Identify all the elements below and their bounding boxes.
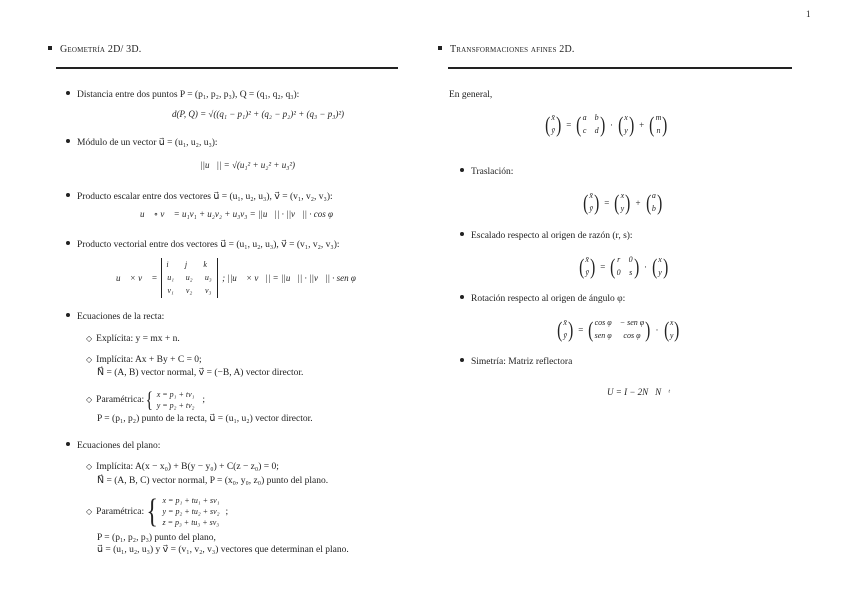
bullet-dot: [66, 139, 70, 143]
module-text: Módulo de un vector u⃗ = (u₁, u₂, u₃):: [77, 138, 218, 148]
line-implicit-text: Implícita: Ax + By + C = 0;: [96, 355, 202, 365]
vector-grid: [563, 317, 567, 342]
cell: s: [629, 268, 633, 277]
dot-product-formula: u⃗ ∘ v⃗ = u₁v₁ + u₂v₂ + u₃v₃ = ||u⃗|| · ||v⃗|| · cos φ: [140, 209, 333, 219]
left-header-text: Geometría 2D/ 3D.: [60, 44, 142, 55]
plane-implicit-text: Implícita: A(x − x₀) + B(y − y₀) + C(z − z₀) = 0;: [96, 462, 279, 472]
paren-left: (: [576, 111, 582, 137]
vector: [663, 317, 681, 342]
vector-grid: [652, 190, 656, 215]
cell: m: [655, 113, 662, 122]
plane-parametric-label: Paramétrica:: [96, 506, 145, 517]
module-item: [66, 137, 218, 149]
diamond-bullet-icon: ◇: [86, 462, 93, 471]
cell: x̄: [589, 191, 593, 200]
system-lines: [157, 389, 195, 411]
right-header: [438, 44, 575, 55]
cell: y: [669, 331, 674, 340]
system-line: x = p₁ + tv₁: [156, 390, 195, 399]
paren-left: (: [579, 253, 585, 279]
bullet-dot: [460, 168, 464, 172]
vector-grid: [551, 112, 555, 137]
line-explicit: [86, 333, 180, 345]
paren-left: (: [583, 189, 589, 215]
system-line: z = p₃ + tu₃ + sv₃: [162, 518, 220, 527]
paren-right: ): [657, 189, 663, 215]
scaling-formula: [578, 254, 669, 279]
system-line: y = p₂ + tu₂ + sv₂: [162, 507, 220, 516]
line-equations-text: Ecuaciones de la recta:: [77, 312, 165, 322]
cell: ȳ: [551, 126, 555, 135]
paren-right: ): [662, 111, 668, 137]
cell: r: [617, 255, 621, 264]
brace-system: [144, 492, 220, 530]
determinant-grid: [166, 259, 213, 297]
right-header-text: Transformaciones afines 2D.: [450, 44, 575, 55]
paren-right: ): [599, 111, 605, 137]
add-vector: [645, 190, 664, 215]
cross-product-text: Producto vectorial entre dos vectores u⃗ = (u₁, u₂, u₃), v⃗ = (v₁, v₂, v₃):: [77, 240, 340, 250]
det-cell: u₂: [185, 273, 193, 282]
system-line: y = p₂ + tv₂: [156, 401, 195, 410]
paren-left: (: [557, 316, 563, 342]
cell: x: [669, 318, 674, 327]
distance-formula: d(P, Q) = √((q₁ − p₁)² + (q₂ − p₂)² + (q₃ − p₃)²): [172, 109, 345, 119]
vector-grid: [585, 254, 589, 279]
vector-grid: [621, 190, 625, 215]
cell: sen φ: [594, 331, 612, 340]
semicolon: ;: [225, 506, 229, 517]
paren-left: (: [663, 316, 669, 342]
det-cell: v₃: [205, 286, 212, 295]
bullet-square: [48, 46, 52, 50]
cell: 0: [616, 268, 621, 277]
bullet-dot: [66, 91, 70, 95]
cell: x: [620, 191, 625, 200]
matrix-grid: [583, 112, 599, 137]
cell: − sen φ: [619, 318, 645, 327]
general-formula: [544, 112, 669, 137]
plane-parametric: [86, 492, 229, 530]
cross-product-item: [66, 239, 340, 251]
plus-sign: +: [635, 197, 641, 208]
paren-left: (: [652, 253, 658, 279]
bullet-dot: [66, 193, 70, 197]
diamond-bullet-icon: ◇: [86, 355, 93, 364]
system-lines: [163, 495, 220, 528]
plane-parametric-2: P = (p₁, p₂, p₃) punto del plano,: [97, 533, 216, 543]
paren-right: ): [593, 189, 600, 215]
translation-item: [460, 166, 513, 178]
bullet-dot: [460, 232, 464, 236]
add-vector: [648, 112, 668, 137]
brace-icon: {: [145, 387, 154, 412]
cell: ȳ: [585, 268, 589, 277]
lhs-vector: [582, 190, 600, 215]
det-cell: u₃: [204, 273, 212, 282]
cross-rhs: ; ||u⃗ × v⃗|| = ||u⃗|| · ||v⃗|| · sen φ: [222, 273, 356, 283]
line-parametric-label: Paramétrica:: [96, 395, 145, 405]
cell: ȳ: [589, 204, 593, 213]
dot-operator: ·: [655, 324, 659, 335]
line-equations-item: [66, 311, 164, 323]
matrix: [575, 112, 606, 137]
equals-sign: =: [566, 119, 572, 130]
cell: b: [594, 113, 599, 122]
scaling-item: [460, 230, 633, 242]
det-cell: j⃗: [184, 260, 194, 269]
cell: c: [582, 126, 587, 135]
vector-grid: [658, 254, 662, 279]
paren-left: (: [545, 111, 551, 137]
cell: ȳ: [563, 331, 567, 340]
cell: x̄: [585, 255, 589, 264]
paren-right: ): [555, 111, 562, 137]
vector-grid: [670, 317, 674, 342]
brace-icon: {: [146, 492, 159, 530]
bullet-square: [438, 46, 442, 50]
paren-right: ): [674, 316, 680, 342]
symmetry-formula: U = I − 2N⃗N⃗ᵗ: [607, 387, 670, 397]
cell: a: [651, 191, 656, 200]
matrix-grid: [595, 317, 645, 342]
cell: cos φ: [594, 318, 612, 327]
vector: [651, 254, 669, 279]
line-parametric: [86, 389, 205, 411]
symmetry-text: Simetría: Matriz reflectora: [471, 357, 573, 367]
plane-parametric-3: u⃗ = (u₁, u₂, u₃) y v⃗ = (v₁, v₂, v₃) vectores que determinan el plano.: [97, 545, 349, 555]
right-header-rule: [448, 67, 792, 69]
rotation-item: [460, 293, 625, 305]
determinant: [161, 258, 218, 298]
symmetry-item: [460, 356, 572, 368]
paren-right: ): [628, 111, 635, 137]
plane-equations-text: Ecuaciones del plano:: [77, 441, 161, 451]
cell: n: [656, 126, 661, 135]
translation-text: Traslación:: [471, 167, 514, 177]
paren-left: (: [649, 111, 655, 137]
paren-left: (: [645, 189, 651, 215]
cell: x̄: [551, 113, 555, 122]
distance-item: [66, 89, 299, 101]
paren-left: (: [614, 189, 620, 215]
paren-right: ): [662, 253, 669, 279]
paren-right: ): [567, 316, 574, 342]
line-explicit-text: Explícita: y = mx + n.: [96, 334, 180, 344]
translation-formula: [582, 190, 663, 215]
bullet-dot: [460, 295, 464, 299]
plane-equations-item: [66, 440, 160, 452]
det-cell: i⃗: [166, 260, 175, 269]
rotation-text: Rotación respecto al origen de ángulo φ:: [471, 294, 626, 304]
plane-implicit: [86, 461, 279, 473]
equals-sign: =: [604, 197, 610, 208]
dot-product-item: [66, 191, 333, 203]
diamond-bullet-icon: ◇: [86, 506, 93, 516]
left-header: [48, 44, 142, 55]
bullet-dot: [460, 358, 464, 362]
paren-right: ): [633, 253, 639, 279]
vector-grid: [656, 112, 662, 137]
bullet-dot: [66, 313, 70, 317]
dot-operator: ·: [643, 261, 647, 272]
matrix-grid: [617, 254, 633, 279]
dot-operator: ·: [609, 119, 613, 130]
paren-right: ): [625, 189, 631, 215]
scaling-text: Escalado respecto al origen de razón (r, s):: [471, 231, 633, 241]
matrix: [587, 317, 651, 342]
module-formula: ||u⃗|| = √(u₁² + u₂² + u₃²): [200, 160, 296, 170]
bullet-dot: [66, 442, 70, 446]
diamond-bullet-icon: ◇: [86, 334, 93, 343]
page-number: 1: [806, 9, 811, 19]
general-text: En general,: [449, 90, 493, 100]
cell: 0: [628, 255, 633, 264]
cell: cos φ: [623, 331, 641, 340]
lhs-vector: [556, 317, 574, 342]
det-cell: u₁: [167, 273, 175, 282]
vector-grid: [589, 190, 593, 215]
distance-text: Distancia entre dos puntos P = (p₁, p₂, p₃), Q = (q₁, q₂, q₃):: [77, 90, 300, 100]
paren-right: ): [645, 316, 651, 342]
cell: y: [658, 268, 662, 277]
det-cell: v₂: [185, 286, 193, 295]
cell: x̄: [563, 318, 567, 327]
diamond-bullet-icon: ◇: [86, 395, 93, 404]
bullet-dot: [66, 241, 70, 245]
cell: y: [624, 126, 628, 135]
paren-left: (: [610, 253, 616, 279]
equals-sign: =: [600, 261, 606, 272]
matrix: [609, 254, 640, 279]
cell: x: [658, 255, 662, 264]
left-header-rule: [56, 67, 398, 69]
det-cell: k⃗: [203, 260, 214, 269]
plus-sign: +: [639, 119, 645, 130]
paren-right: ): [589, 253, 596, 279]
cell: a: [582, 113, 587, 122]
system-line: x = p₁ + tu₁ + sv₁: [162, 496, 220, 505]
cell: b: [651, 204, 656, 213]
cell: y: [620, 204, 625, 213]
vector: [613, 190, 631, 215]
vector-grid: [624, 112, 628, 137]
brace-system: [144, 389, 194, 411]
cell: d: [594, 126, 599, 135]
lhs-vector: [544, 112, 562, 137]
line-implicit-2: N⃗ = (A, B) vector normal, v⃗ = (−B, A) vector director.: [97, 368, 304, 378]
vector: [617, 112, 635, 137]
rotation-formula: [556, 317, 681, 342]
cross-lhs: u⃗ × v⃗ =: [116, 273, 158, 283]
paren-left: (: [618, 111, 624, 137]
det-cell: v₁: [167, 286, 174, 295]
paren-left: (: [588, 316, 594, 342]
line-implicit: [86, 354, 202, 366]
lhs-vector: [578, 254, 596, 279]
cross-product-formula: [116, 258, 356, 298]
cell: x: [624, 113, 628, 122]
semicolon: ;: [202, 395, 206, 405]
equals-sign: =: [578, 324, 584, 335]
plane-implicit-2: N⃗ = (A, B, C) vector normal, P = (x₀, y₀, z₀) punto del plano.: [97, 476, 329, 486]
dot-product-text: Producto escalar entre dos vectores u⃗ = (u₁, u₂, u₃), v⃗ = (v₁, v₂, v₃):: [77, 192, 333, 202]
line-parametric-2: P = (p₁, p₂) punto de la recta, u⃗ = (u₁, u₂) vector director.: [97, 414, 313, 424]
